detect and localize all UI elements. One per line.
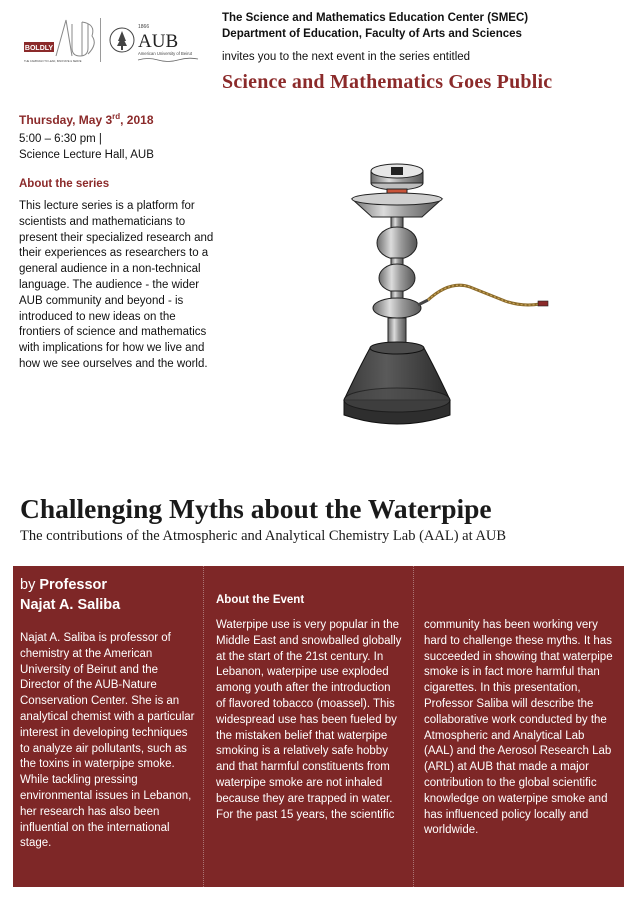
event-date-suffix: rd [112, 112, 121, 121]
event-date [19, 112, 154, 127]
about-series-text: This lecture series is a platform for scientists and mathematicians to present their specialized research and their experiences as researchers to a general audience in a non-technical language. The audience - the wider AUB community and beyond - is introduced to new ideas on the frontiers of science and mathematics with implications for how we live and how we see ourselves and the world. [19, 200, 214, 370]
speaker-bio: Najat A. Saliba is professor of chemistry at the American University of Beirut and the Director of the AUB-Nature Conservation Center. She is an analytical chemist with a particular interest in developing techniques to analyze air pollutants, such as the toxins in waterpipe smoke. While tackling pressing environmental issues in Lebanon, her research has also been influential on the international stage. [20, 632, 195, 850]
about-series-heading: About the series [19, 178, 110, 190]
aub-text: AUB [138, 31, 179, 52]
header-line-invite: invites you to the next event in the series entitled [222, 51, 471, 63]
boldly-tagline: THE CAMPAIGN TO LEAD, INNOVATE & SERVE [24, 60, 82, 63]
speaker-title: Professor [39, 577, 108, 593]
about-event-text-column-2: community has been working very hard to challenge these myths. It has succeeded in showing that waterpipe smoke is in fact more harmful than cigarettes. In this presentation, Professor Saliba will describe the collaborative work conducted by the Atmospheric and Analytical Lab (AAL) and the Aerosol Research Lab (ARL) at AUB that made a major contribution to the global scientific knowledge on waterpipe smoke and has influenced policy locally and worldwide. [424, 619, 613, 837]
talk-title: Challenging Myths about the Waterpipe [20, 493, 492, 524]
header-line-smec: The Science and Mathematics Education Center (SMEC) [222, 12, 529, 24]
column-divider [413, 566, 415, 887]
aub-year: 1866 [138, 24, 150, 30]
about-event-heading: About the Event [216, 594, 305, 606]
aub-boldly-logo [22, 16, 100, 64]
event-time: 5:00 – 6:30 pm | [19, 133, 102, 145]
column-divider [203, 566, 205, 887]
talk-subtitle: The contributions of the Atmospheric and Analytical Chemistry Lab (AAL) at AUB [20, 528, 507, 544]
waterpipe-illustration [300, 155, 560, 445]
aub-name: American University of Beirut [138, 51, 192, 56]
speaker-name: Najat A. Saliba [20, 597, 121, 613]
boldly-text: BOLDLY [24, 45, 54, 52]
logo-divider [100, 18, 101, 62]
by-word: by [20, 577, 36, 593]
event-date-prefix: Thursday, May 3 [19, 113, 113, 127]
about-event-text-column-1: Waterpipe use is very popular in the Middle East and snowballed globally at the start of the 21st century. In Lebanon, waterpipe use exploded among youth after the introduction of flavored tobacco (moassel). This widespread use has been fueled by the mistaken belief that waterpipe smoking is a relatively safe hobby and that harmful constituents from waterpipe smoke are not inhaled because they are trapped in water. For the past 15 years, the scientific [216, 619, 402, 821]
series-title: Science and Mathematics Goes Public [222, 71, 553, 93]
header-line-department: Department of Education, Faculty of Arts and Sciences [222, 28, 522, 40]
aub-logo [108, 14, 213, 64]
speaker-byline [20, 577, 107, 593]
event-date-year: , 2018 [120, 113, 154, 127]
event-venue: Science Lecture Hall, AUB [19, 149, 154, 161]
